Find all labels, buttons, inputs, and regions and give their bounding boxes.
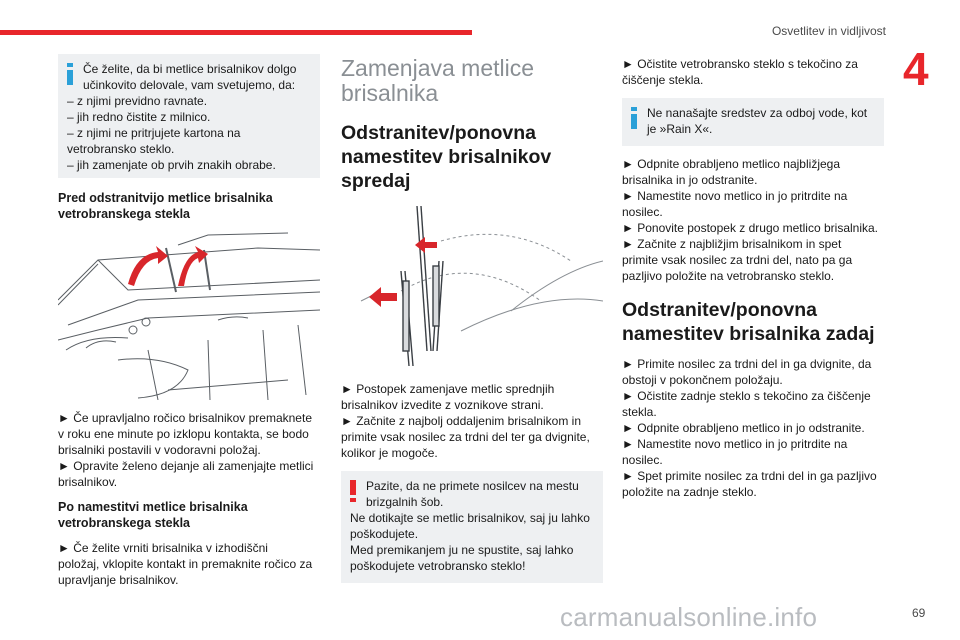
body-line: ► Odpnite obrabljeno metlico in jo odstranite. <box>622 421 865 435</box>
body-line: ► Postopek zamenjave metlic sprednjih <box>341 382 555 396</box>
body-line: položite na zadnje steklo. <box>622 485 757 499</box>
body-line: ► Če upravljalno ročico brisalnikov premaknete <box>58 411 312 425</box>
section-title: Osvetlitev in vidljivost <box>771 24 886 38</box>
watermark: carmanualsonline.info <box>560 602 818 632</box>
body-line: ► Ponovite postopek z drugo metlico brisalnika. <box>622 221 879 235</box>
section-heading: Po namestitvi metlice brisalnika vetrobranskega stekla <box>58 500 248 530</box>
body-line: kolikor je mogoče. <box>341 446 438 460</box>
warning-icon <box>350 480 356 502</box>
body-line: ► Namestite novo metlico in jo pritrdite na <box>622 437 848 451</box>
body-line: ► Začnite z najbolj oddaljenim brisalnikom in <box>341 414 581 428</box>
chapter-number: 4 <box>903 43 929 95</box>
warning-line: poškodujete vetrobransko steklo! <box>350 559 526 573</box>
body-line: brisalniki postavili v vodoravni položaj. <box>58 443 261 457</box>
body-line: v roku ene minute po izklopu kontakta, se bodo <box>58 427 309 441</box>
warning-box <box>341 471 603 583</box>
info-line: Ne nanašajte sredstev za odboj vode, kot <box>647 106 868 120</box>
body-line: brisalnika in jo odstranite. <box>622 173 758 187</box>
column-2 <box>341 54 603 583</box>
column-1 <box>58 54 320 588</box>
warning-line: Med premikanjem ju ne spustite, saj lahko <box>350 543 574 557</box>
info-line: vetrobransko steklo. <box>67 142 175 156</box>
body-line: ► Primite nosilec za trdni del in ga dvignite, da <box>622 357 872 371</box>
subsection-title: Odstranitev/ponovna namestitev brisalnikov spredaj <box>341 122 552 192</box>
info-line: Če želite, da bi metlice brisalnikov dolgo <box>83 62 297 76</box>
body-line: upravljanje brisalnikov. <box>58 573 179 587</box>
body-line: brisalnikov izvedite z voznikove strani. <box>341 398 544 412</box>
body-line: nosilec. <box>622 453 663 467</box>
header-accent-bar <box>0 30 472 35</box>
body-line: ► Odpnite obrabljeno metlico najbližjega <box>622 157 841 171</box>
front-wiper-illustration <box>341 201 603 371</box>
info-box <box>58 54 320 178</box>
body-line: ► Če želite vrniti brisalnika v izhodiščni <box>58 541 268 555</box>
info-line: – z njimi ne pritrjujete kartona na <box>67 126 241 140</box>
body-line: ► Začnite z najbližjim brisalnikom in spet <box>622 237 842 251</box>
body-line: položaj, vklopite kontakt in premaknite ročico za <box>58 557 313 571</box>
car-wiper-illustration <box>58 230 320 400</box>
section-heading: Pred odstranitvijo metlice brisalnika vetrobranskega stekla <box>58 191 273 221</box>
body-line: pazljivo položite na vetrobransko steklo. <box>622 269 835 283</box>
page-title: Zamenjava metlice brisalnika <box>341 55 535 106</box>
body-line: nosilec. <box>622 205 663 219</box>
column-3 <box>622 56 884 500</box>
body-line: ► Opravite želeno dejanje ali zamenjajte metlici <box>58 459 314 473</box>
warning-line: Ne dotikajte se metlic brisalnikov, saj ju lahko <box>350 511 590 525</box>
warning-line: poškodujete. <box>350 527 419 541</box>
info-line: je »Rain X«. <box>647 122 713 136</box>
body-line: ► Spet primite nosilec za trdni del in ga pazljivo <box>622 469 877 483</box>
body-line: primite vsak nosilec za trdni del ter ga dvignite, <box>341 430 590 444</box>
body-line: ► Očistite vetrobransko steklo s tekočino za <box>622 57 858 71</box>
info-line: učinkovito delovale, vam svetujemo, da: <box>83 78 296 92</box>
subsection-title: Odstranitev/ponovna namestitev brisalnika zadaj <box>622 299 875 345</box>
body-line: ► Namestite novo metlico in jo pritrdite na <box>622 189 848 203</box>
info-line: – jih zamenjate ob prvih znakih obrabe. <box>67 158 276 172</box>
body-line: čiščenje stekla. <box>622 73 704 87</box>
info-line: – jih redno čistite z milnico. <box>67 110 211 124</box>
info-icon <box>631 107 637 129</box>
info-line: – z njimi previdno ravnate. <box>67 94 208 108</box>
page-number: 69 <box>912 606 926 620</box>
info-box <box>622 98 884 146</box>
body-line: primite vsak nosilec za trdni del, nato pa ga <box>622 253 853 267</box>
body-line: obstoji v pokončnem položaju. <box>622 373 783 387</box>
body-line: brisalnikov. <box>58 475 118 489</box>
body-line: ► Očistite zadnje steklo s tekočino za čiščenje <box>622 389 871 403</box>
warning-line: Pazite, da ne primete nosilcev na mestu <box>366 479 579 493</box>
info-icon <box>67 63 73 85</box>
warning-line: brizgalnih šob. <box>366 495 444 509</box>
body-line: stekla. <box>622 405 657 419</box>
